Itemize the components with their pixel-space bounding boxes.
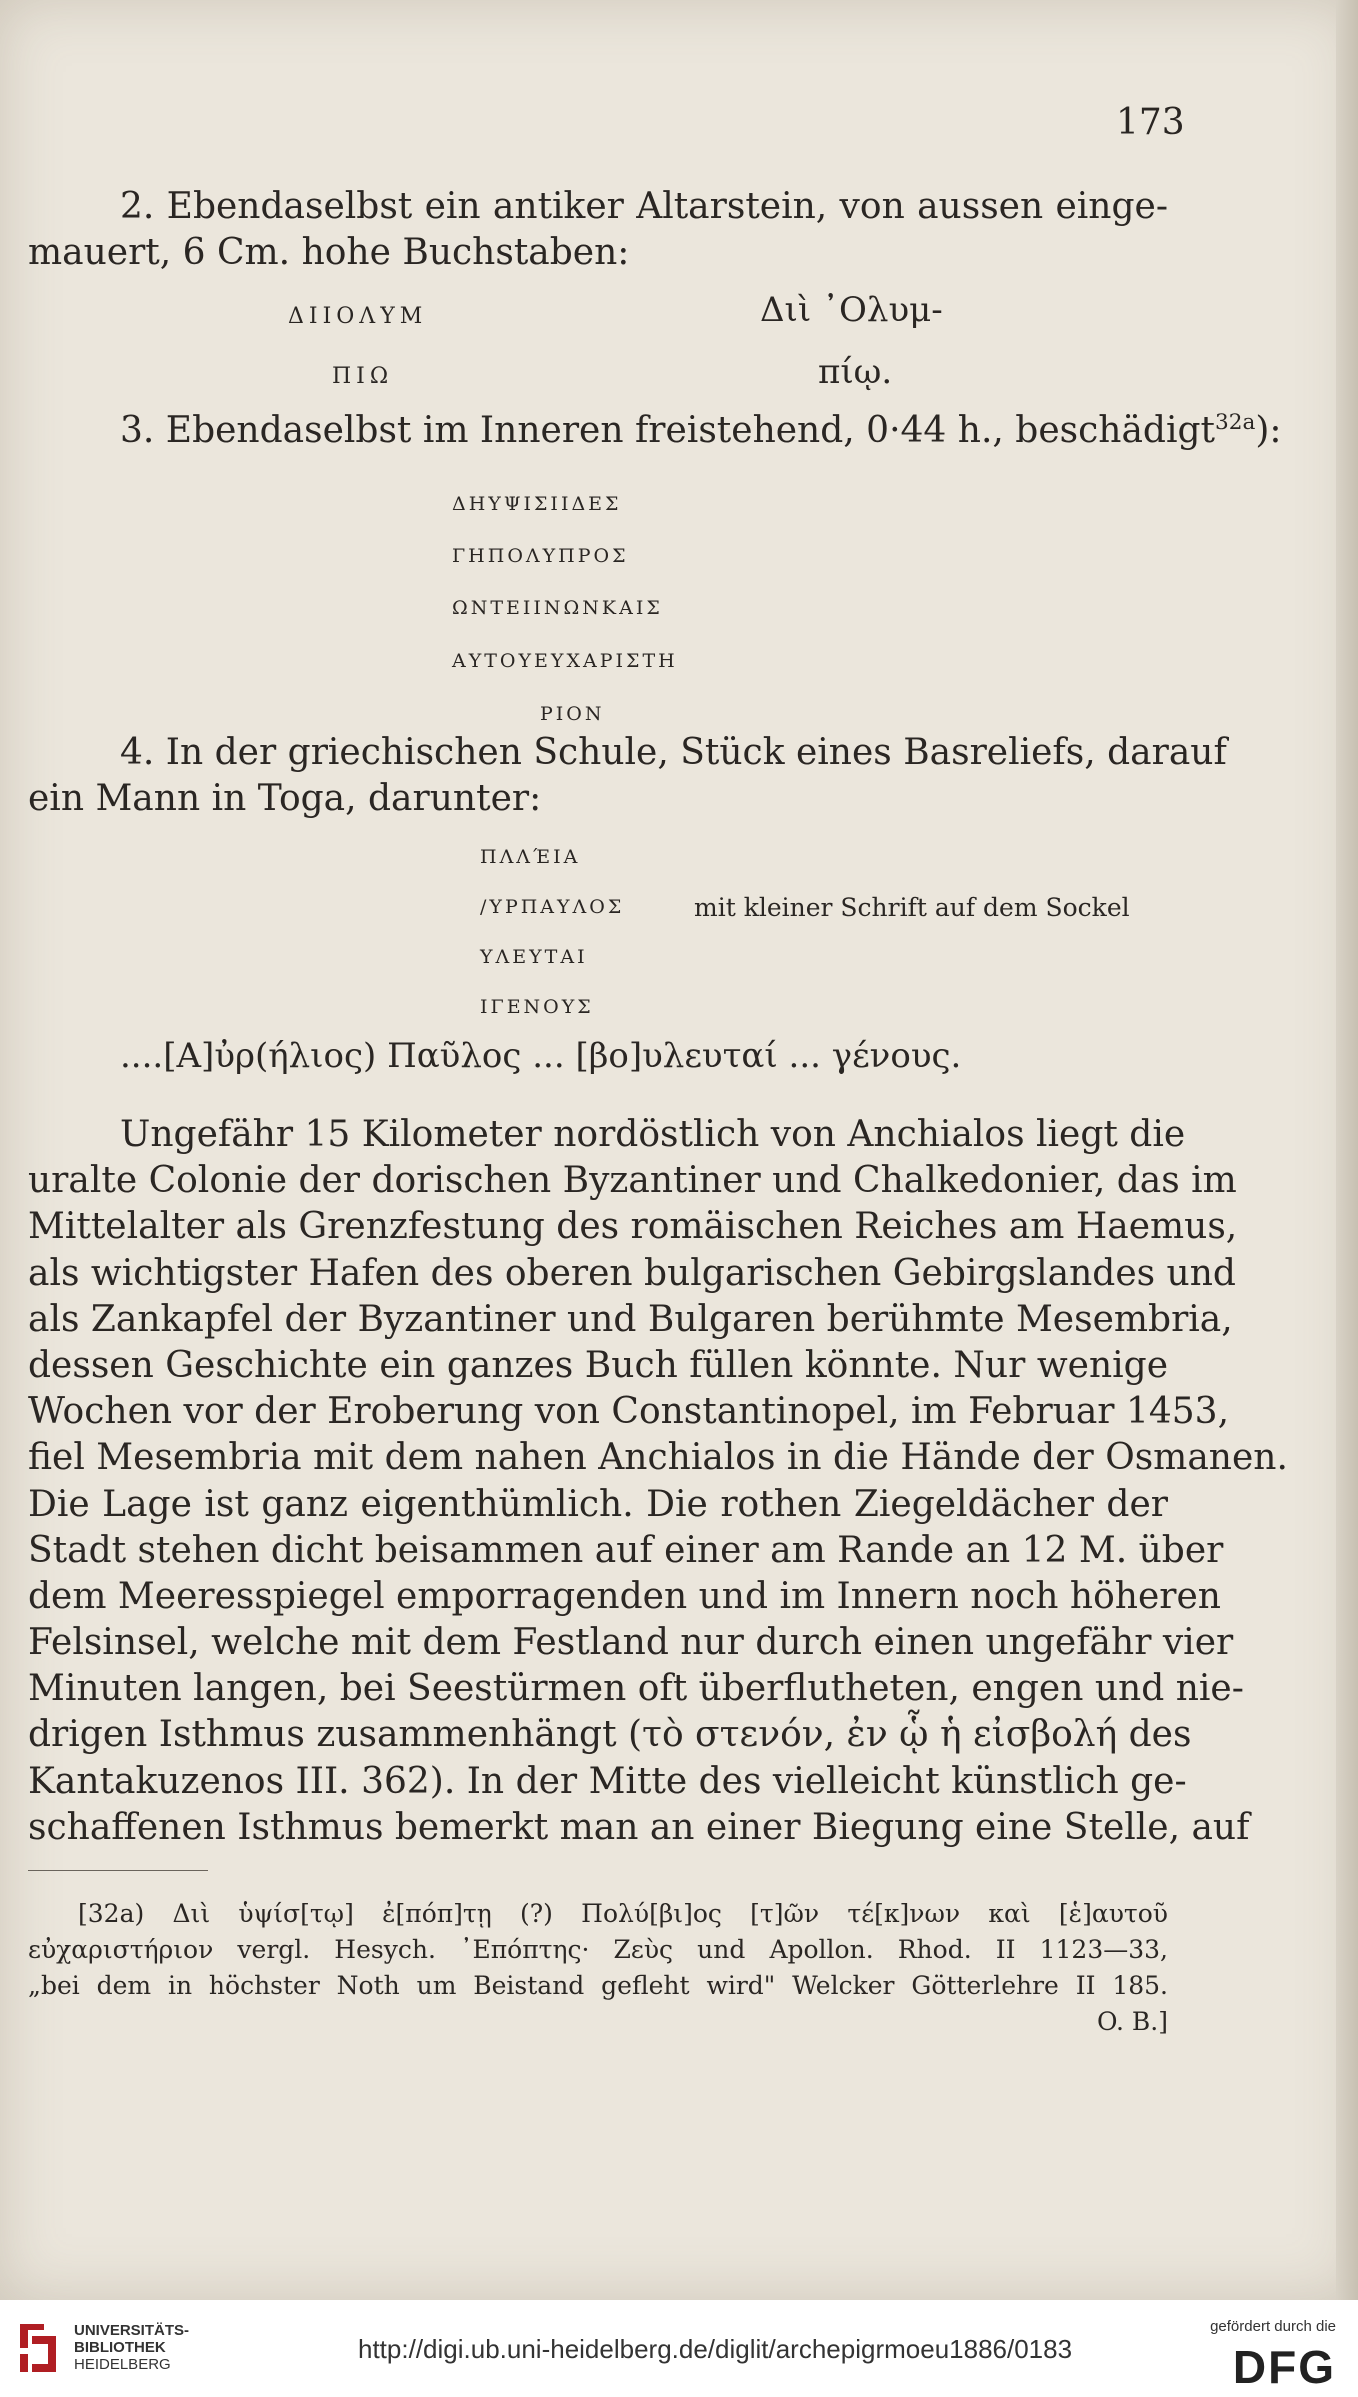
paragraph-line: schaffenen Isthmus bemerkt man an einer Biegung eine Stelle, auf — [28, 1806, 1250, 1848]
library-name-line: BIBLIOTHEK — [74, 2339, 166, 2356]
inscription-3-line-5: ΡΙΟΝ — [540, 703, 605, 725]
footnote-line: „bei dem in höchster Noth um Beistand gefleht wird" Welcker Götterlehre II 185. — [28, 1971, 1168, 2000]
paragraph-line: Minuten langen, bei Seestürmen oft überflutheten, engen und nie- — [28, 1668, 1244, 1710]
transcription-2-line-2: πίῳ. — [818, 352, 893, 392]
inscription-2-line-1: ΔΙΙΟΛΥΜ — [288, 304, 428, 329]
dfg-logo: DFG — [1232, 2341, 1336, 2393]
transcription-2-line-1: Διὶ ᾿Ολυμ- — [760, 290, 943, 330]
item-4-line-2: ein Mann in Toga, darunter: — [28, 778, 542, 820]
inscription-3-line-2: ΓΗΠΟΛΥΠΡΟΣ — [452, 545, 629, 567]
paragraph-line: Felsinsel, welche mit dem Festland nur durch einen ungefähr vier — [28, 1622, 1234, 1664]
paragraph-line: Stadt stehen dicht beisammen auf einer am Rande an 12 M. über — [28, 1529, 1224, 1571]
paragraph-line: Kantakuzenos III. 362). In der Mitte des vielleicht künstlich ge- — [28, 1760, 1187, 1802]
item-2-text — [28, 184, 1168, 276]
paragraph-line: uralte Colonie der dorischen Byzantiner und Chalkedonier, das im — [28, 1160, 1237, 1202]
source-url-link[interactable]: http://digi.ub.uni-heidelberg.de/diglit/archepigrmoeu1886/0183 — [358, 2334, 1073, 2364]
item-4-line-1: 4. In der griechischen Schule, Stück eines Basreliefs, darauf — [120, 732, 1227, 773]
page-edge — [1336, 0, 1358, 2300]
page-number: 173 — [1116, 102, 1185, 143]
paragraph-line: dem Meeresspiegel emporragenden und im Innern noch höheren — [28, 1575, 1221, 1617]
paragraph-line: Die Lage ist ganz eigenthümlich. Die rothen Ziegeldächer der — [28, 1483, 1168, 1525]
inscription-4-line-2: /ΥΡΠΑΥΛΟΣ — [480, 896, 625, 918]
footnote-line: εὐχαριστήριον vergl. Hesych. ᾿Επόπτης· Ζεὺς und Apollon. Rhod. II 1123—33, — [28, 1935, 1168, 1964]
library-name-line: UNIVERSITÄTS- — [74, 2322, 190, 2339]
main-paragraph — [28, 1112, 1288, 1851]
paragraph-line: Ungefähr 15 Kilometer nordöstlich von Anchialos liegt die — [120, 1114, 1186, 1155]
item-4-transcription: ....[Α]ὐρ(ήλιος) Παῦλος ... [βο]υλευταί ... γένους. — [120, 1036, 962, 1076]
item-4-text — [28, 730, 1227, 822]
footnote-line: [32a) Διὶ ὑψίσ[τῳ] ἐ[πόπ]τῃ (?) Πολύ[βι]ος [τ]ῶν τέ[κ]νων καὶ [ἑ]αυτοῦ — [78, 1899, 1168, 1928]
paragraph-line: fiel Mesembria mit dem nahen Anchialos in die Hände der Osmanen. — [28, 1437, 1288, 1479]
inscription-3-line-3: ΩΝΤΕΙΙΝΩΝΚΑΙΣ — [452, 597, 663, 619]
inscription-4-line-3: ΥΛΕΥΤΑΙ — [480, 946, 588, 968]
item-2-line-1: 2. Ebendaselbst ein antiker Altarstein, von aussen einge- — [120, 186, 1168, 227]
library-name-line: HEIDELBERG — [74, 2356, 171, 2373]
funded-by-label: gefördert durch die — [1210, 2318, 1336, 2335]
footnote-rule — [28, 1870, 208, 1871]
inscription-3-line-4: ΑΥΤΟΥΕΥΧΑΡΙΣΤΗ — [452, 650, 678, 672]
paragraph-line: Wochen vor der Eroberung von Constantinopel, im Februar 1453, — [28, 1391, 1230, 1433]
item-3-line — [120, 408, 1282, 454]
university-library-logo-icon — [14, 2318, 62, 2378]
item-3-text: 3. Ebendaselbst im Inneren freistehend, 0·44 h., beschädigt — [120, 410, 1215, 451]
inscription-2-line-2: ΠΙΩ — [332, 364, 394, 389]
sockel-note: mit kleiner Schrift auf dem Sockel — [694, 893, 1130, 922]
paragraph-line: als wichtigster Hafen des oberen bulgarischen Gebirgslandes und — [28, 1252, 1236, 1294]
inscription-4-line-1: ΠΛΛΈΙΑ — [480, 846, 581, 868]
footnote-ref-32a: 32a — [1215, 410, 1256, 435]
paragraph-line: drigen Isthmus zusammenhängt (τὸ στενόν, ἐν ᾧ ἡ εἰσβολή des — [28, 1714, 1192, 1756]
footnote-signature: O. B.] — [1097, 2007, 1168, 2036]
item-3-line-end: ): — [1255, 410, 1282, 451]
footnote-32a — [28, 1896, 1168, 2040]
paragraph-line: als Zankapfel der Byzantiner und Bulgaren berühmte Mesembria, — [28, 1298, 1233, 1340]
digitization-footer — [0, 2300, 1358, 2397]
paragraph-line: Mittelalter als Grenzfestung des romäischen Reiches am Haemus, — [28, 1206, 1238, 1248]
paragraph-line: dessen Geschichte ein ganzes Buch füllen könnte. Nur wenige — [28, 1344, 1168, 1386]
inscription-4-line-4: ΙΓΕΝΟΥΣ — [480, 996, 594, 1018]
inscription-3-line-1: ΔΗΥΨΙΣΙΙΔΕΣ — [452, 493, 622, 515]
item-2-line-2: mauert, 6 Cm. hohe Buchstaben: — [28, 232, 630, 274]
library-name — [74, 2322, 189, 2373]
